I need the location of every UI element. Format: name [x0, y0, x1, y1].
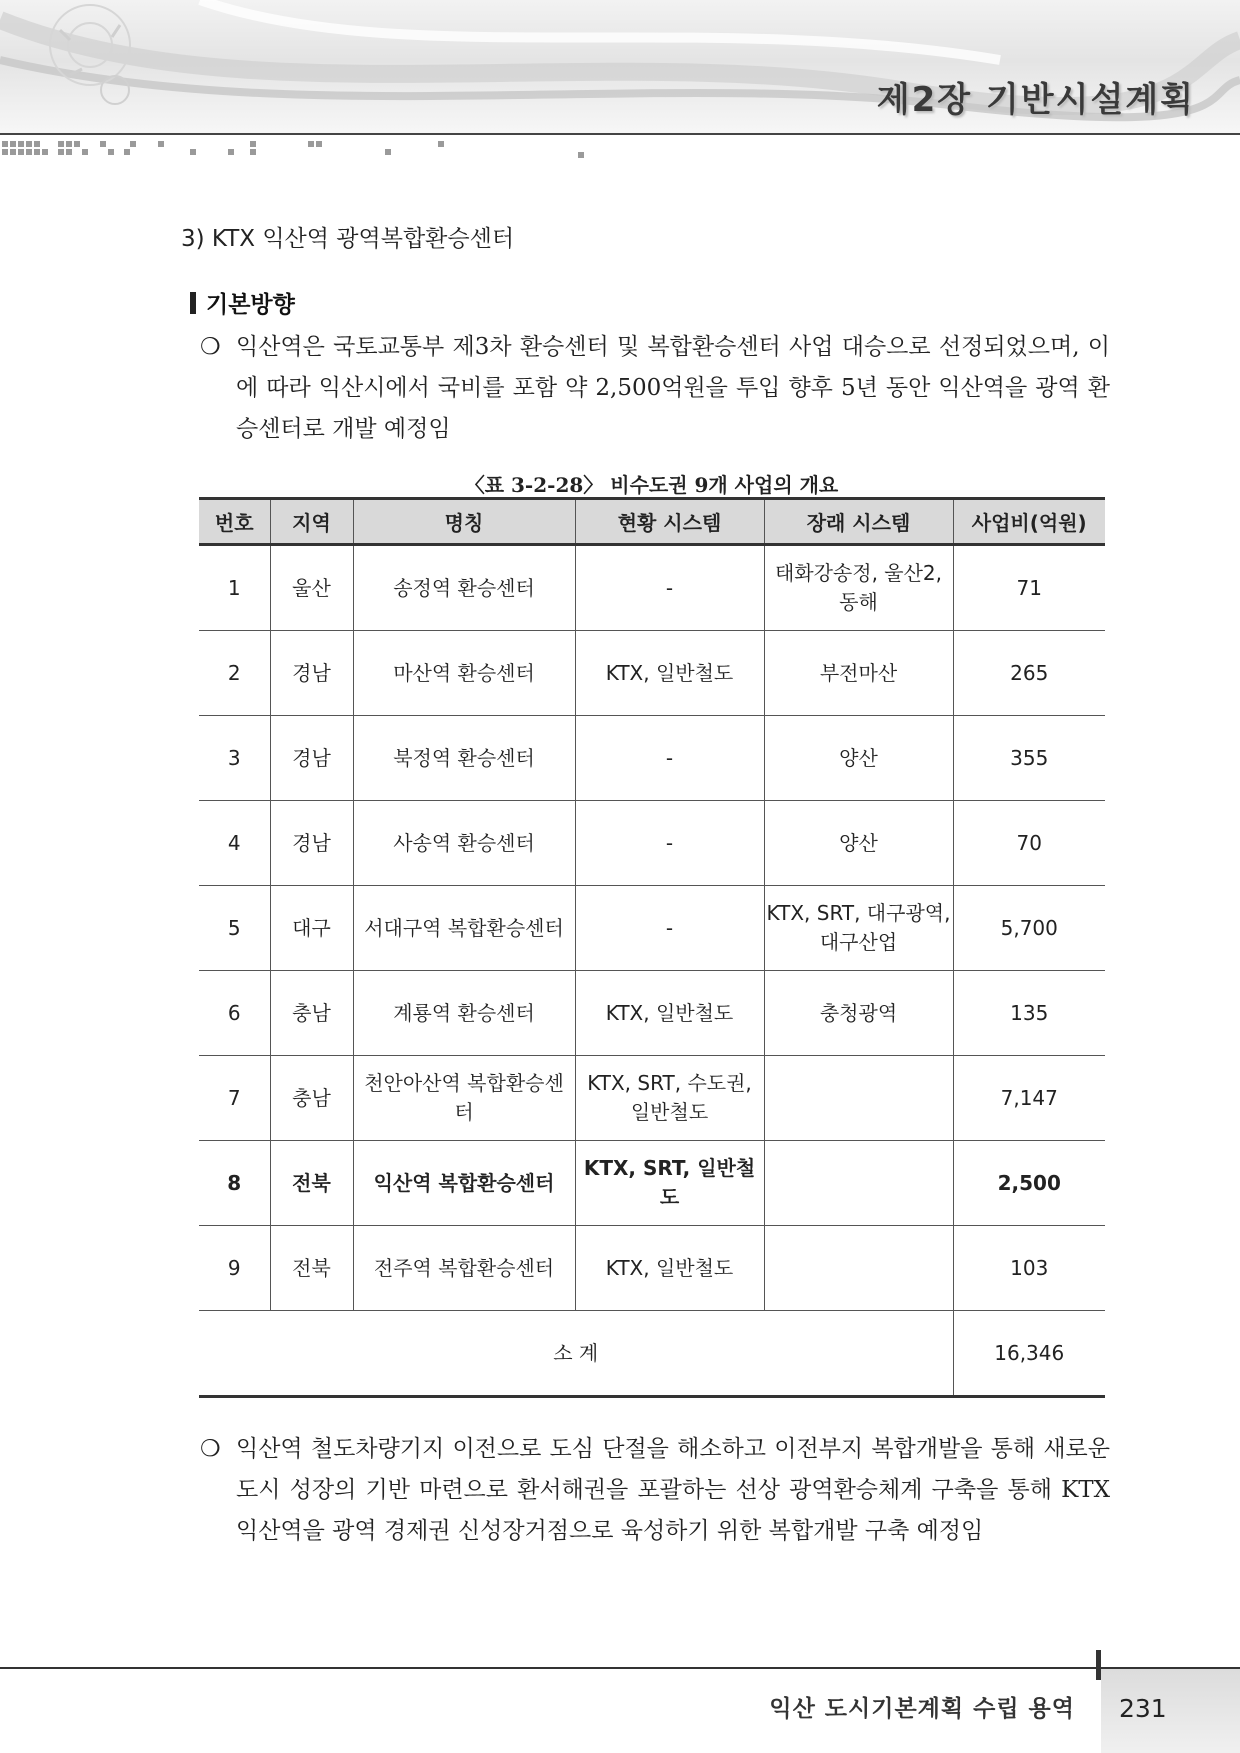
project-overview-table — [199, 497, 1105, 1398]
table-cell: - — [575, 801, 764, 886]
table-cell: 익산역 복합환승센터 — [353, 1141, 575, 1226]
table-cell: - — [575, 886, 764, 971]
table-cell: 2 — [199, 631, 270, 716]
table-cell: 부전마산 — [764, 631, 953, 716]
table-cell: 5 — [199, 886, 270, 971]
table-cell: KTX, SRT, 대구광역, 대구산업 — [764, 886, 953, 971]
table-cell: 경남 — [270, 631, 353, 716]
paragraph-redevelopment — [200, 1429, 1110, 1552]
page-number: 231 — [1119, 1694, 1167, 1723]
header-banner — [0, 0, 1240, 135]
chapter-title: 제2장 기반시설계획 — [876, 80, 1195, 120]
table-cell: 7,147 — [953, 1056, 1105, 1141]
table-cell: 70 — [953, 801, 1105, 886]
table-cell: KTX, SRT, 수도권, 일반철도 — [575, 1056, 764, 1141]
paragraph-text: 익산역 철도차량기지 이전으로 도심 단절을 해소하고 이전부지 복합개발을 통해 새로운 도시 성장의 기반 마련으로 환서해권을 포괄하는 선상 광역환승체계 구축을 통해 KTX 익산역을 광역 경제권 신성장거점으로 육성하기 위한 복합개발 구축 예정임 — [236, 1436, 1110, 1544]
table-row — [199, 631, 1105, 716]
table-cell: 경남 — [270, 801, 353, 886]
table-cell: 355 — [953, 716, 1105, 801]
table-cell — [764, 1141, 953, 1226]
table-row — [199, 545, 1105, 631]
table-cell: 전주역 복합환승센터 — [353, 1226, 575, 1311]
table-row — [199, 1226, 1105, 1311]
table-cell: 마산역 환승센터 — [353, 631, 575, 716]
table-cell: 계룡역 환승센터 — [353, 971, 575, 1056]
table-cell: 1 — [199, 545, 270, 631]
header-rule — [0, 133, 1240, 135]
table-cell — [764, 1056, 953, 1141]
table-cell: 71 — [953, 545, 1105, 631]
table-cell: 전북 — [270, 1226, 353, 1311]
table-cell: 2,500 — [953, 1141, 1105, 1226]
table-cell: 135 — [953, 971, 1105, 1056]
table-caption: 〈표 3-2-28〉 비수도권 9개 사업의 개요 — [464, 473, 839, 497]
section-heading: 3) KTX 익산역 광역복합환승센터 — [181, 226, 515, 252]
table-cell: 충남 — [270, 1056, 353, 1141]
table-cell: KTX, SRT, 일반철도 — [575, 1141, 764, 1226]
table-cell: 대구 — [270, 886, 353, 971]
table-cell: 양산 — [764, 716, 953, 801]
table-cell: KTX, 일반철도 — [575, 1226, 764, 1311]
document-title: 익산 도시기본계획 수립 용역 — [769, 1696, 1075, 1722]
table-cell: 태화강송정, 울산2, 동해 — [764, 545, 953, 631]
table-cell — [764, 1226, 953, 1311]
table-cell: 6 — [199, 971, 270, 1056]
table-row — [199, 886, 1105, 971]
total-value: 16,346 — [953, 1311, 1105, 1397]
table-cell: KTX, 일반철도 — [575, 971, 764, 1056]
table-row — [199, 801, 1105, 886]
table-cell: 사송역 환승센터 — [353, 801, 575, 886]
table-cell: 4 — [199, 801, 270, 886]
column-header: 사업비(억원) — [953, 499, 1105, 545]
table-row-highlighted — [199, 1141, 1105, 1226]
table-total-row — [199, 1311, 1105, 1397]
table-cell: 8 — [199, 1141, 270, 1226]
table-cell: 서대구역 복합환승센터 — [353, 886, 575, 971]
table-header-row — [199, 499, 1105, 545]
table-row — [199, 971, 1105, 1056]
table-cell: 9 — [199, 1226, 270, 1311]
circle-bullet-icon: ❍ — [200, 334, 221, 360]
total-label: 소 계 — [199, 1311, 953, 1397]
column-header: 지역 — [270, 499, 353, 545]
table-cell: 5,700 — [953, 886, 1105, 971]
table-cell: 충청광역 — [764, 971, 953, 1056]
table-cell: 송정역 환승센터 — [353, 545, 575, 631]
table-cell: 7 — [199, 1056, 270, 1141]
table-cell: 3 — [199, 716, 270, 801]
table-cell: KTX, 일반철도 — [575, 631, 764, 716]
table-cell: 경남 — [270, 716, 353, 801]
table-cell: 103 — [953, 1226, 1105, 1311]
table-cell: 북정역 환승센터 — [353, 716, 575, 801]
table-row — [199, 1056, 1105, 1141]
table-cell: - — [575, 545, 764, 631]
table-cell: 울산 — [270, 545, 353, 631]
column-header: 장래 시스템 — [764, 499, 953, 545]
table-cell: 265 — [953, 631, 1105, 716]
column-header: 번호 — [199, 499, 270, 545]
footer-rule — [0, 1667, 1240, 1669]
decorative-dot-pattern — [0, 138, 620, 160]
circle-bullet-icon: ❍ — [200, 1436, 221, 1462]
column-header: 현황 시스템 — [575, 499, 764, 545]
table-cell: 천안아산역 복합환승센터 — [353, 1056, 575, 1141]
table-cell: 전북 — [270, 1141, 353, 1226]
subheading-label: 기본방향 — [206, 292, 295, 318]
subheading — [190, 286, 295, 319]
table-cell: 충남 — [270, 971, 353, 1056]
column-header: 명칭 — [353, 499, 575, 545]
table-cell: - — [575, 716, 764, 801]
table-cell: 양산 — [764, 801, 953, 886]
paragraph-text: 익산역은 국토교통부 제3차 환승센터 및 복합환승센터 사업 대승으로 선정되었으며, 이에 따라 익산시에서 국비를 포함 약 2,500억원을 투입 향후 5년 동안 익산역을 광역 환승센터로 개발 예정임 — [236, 334, 1110, 442]
table-row — [199, 716, 1105, 801]
paragraph-basic-direction — [200, 327, 1110, 450]
subheading-bar — [190, 292, 196, 314]
